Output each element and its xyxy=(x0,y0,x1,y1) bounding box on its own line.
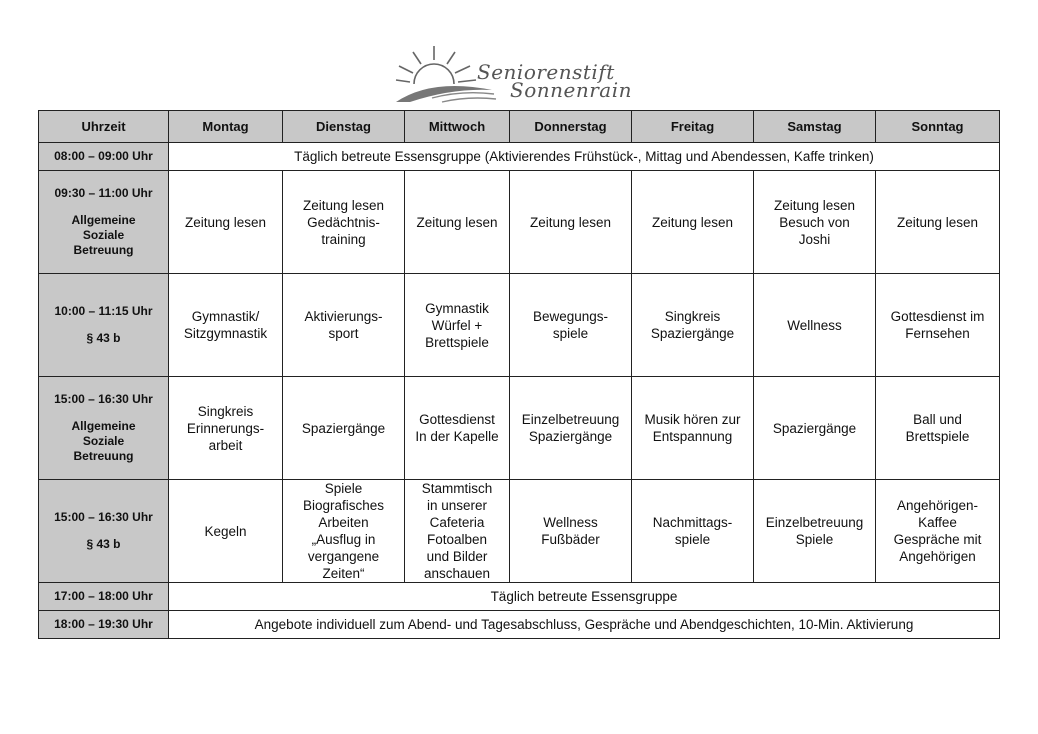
header-thursday: Donnerstag xyxy=(510,111,632,143)
activity-text: Fernsehen xyxy=(905,326,970,341)
activity-text: Besuch von xyxy=(779,214,850,230)
time-cell: 08:00 – 09:00 Uhr xyxy=(39,143,169,171)
activity-text: Gymnastik xyxy=(425,300,489,316)
logo xyxy=(392,44,652,106)
header-sunday: Sonntag xyxy=(876,111,1000,143)
activity-text: Zeiten“ xyxy=(322,566,365,581)
table-row xyxy=(39,480,1000,583)
activity-text: Kegeln xyxy=(204,523,247,539)
activity-text: Fotoalben xyxy=(426,532,488,547)
category-label: Allgemeine xyxy=(71,213,136,227)
table-row xyxy=(39,171,1000,274)
activity-text: Spiele xyxy=(324,481,363,496)
activity-text: In der Kapelle xyxy=(415,429,499,444)
category-label: § 43 b xyxy=(86,537,121,551)
category-label: Allgemeine xyxy=(71,419,136,433)
time-cell xyxy=(39,480,169,583)
activity-text: Einzelbetreuung xyxy=(765,515,864,530)
activity-cell xyxy=(405,377,510,480)
brand-name-line2: Sonnenrain xyxy=(510,78,632,102)
activity-text: Erinnerungs- xyxy=(186,420,265,436)
daily-meal-group-cell: Täglich betreute Essensgruppe (Aktivierendes Frühstück-, Mittag und Abendessen, Kaffe trinken) xyxy=(169,143,1000,171)
activity-text: Nachmittags- xyxy=(652,515,733,530)
activity-text: Cafeteria xyxy=(429,515,485,530)
activity-text: Zeitung lesen xyxy=(184,214,267,230)
category-label: Betreuung xyxy=(73,243,134,257)
time-cell xyxy=(39,377,169,480)
activity-text: Zeitung lesen xyxy=(651,214,734,230)
category-label: Soziale xyxy=(82,434,125,448)
activity-text: Spaziergänge xyxy=(528,429,613,444)
category-label: Betreuung xyxy=(73,449,134,463)
activity-text: Kaffee xyxy=(918,515,957,530)
activity-text: spiele xyxy=(674,532,711,547)
activity-text: Zeitung lesen xyxy=(416,214,498,230)
brand-name-line1: Seniorenstift xyxy=(477,60,615,84)
category-label: Soziale xyxy=(82,228,125,242)
activity-cell xyxy=(876,377,1000,480)
activity-cell xyxy=(510,171,632,274)
activity-cell xyxy=(405,171,510,274)
table-row xyxy=(39,143,1000,171)
time-cell xyxy=(39,274,169,377)
activity-cell xyxy=(510,274,632,377)
activity-cell xyxy=(754,377,876,480)
activity-cell xyxy=(169,274,283,377)
activity-text: vergangene xyxy=(307,549,380,564)
time-cell xyxy=(39,171,169,274)
activity-cell xyxy=(632,480,754,583)
activity-text: anschauen xyxy=(423,566,491,581)
activity-text: Joshi xyxy=(798,231,831,247)
activity-text: Gespräche mit xyxy=(893,532,982,547)
activity-cell xyxy=(169,377,283,480)
activity-text: Wellness xyxy=(787,317,842,333)
activity-text: spiele xyxy=(552,326,589,341)
activity-cell xyxy=(632,274,754,377)
activity-text: Spaziergänge xyxy=(650,326,735,341)
activity-text: arbeit xyxy=(208,437,243,453)
activity-text: und Bilder xyxy=(426,549,488,564)
activity-text: Singkreis xyxy=(664,309,721,324)
activity-text: sport xyxy=(328,326,359,341)
activity-text: Singkreis xyxy=(197,403,254,419)
activity-text: training xyxy=(321,231,366,247)
activity-text: Zeitung lesen xyxy=(773,197,856,213)
activity-cell xyxy=(283,274,405,377)
time-cell: 17:00 – 18:00 Uhr xyxy=(39,583,169,611)
activity-text: Angehörigen- xyxy=(896,498,979,513)
activity-cell xyxy=(876,480,1000,583)
activity-cell xyxy=(754,480,876,583)
table-row xyxy=(39,583,1000,611)
evening-offers-cell: Angebote individuell zum Abend- und Tagesabschluss, Gespräche und Abendgeschichten, 10-Min. Aktivierung xyxy=(169,611,1000,639)
activity-text: Sitzgymnastik xyxy=(183,326,268,341)
activity-text: Musik hören zur xyxy=(644,412,741,427)
header-time: Uhrzeit xyxy=(39,111,169,143)
activity-cell xyxy=(283,377,405,480)
header-wednesday: Mittwoch xyxy=(405,111,510,143)
activity-cell xyxy=(283,171,405,274)
activity-text: in unserer xyxy=(426,498,488,513)
activity-cell xyxy=(169,480,283,583)
activity-text: Zeitung lesen xyxy=(529,214,612,230)
activity-cell xyxy=(510,480,632,583)
activity-cell xyxy=(632,171,754,274)
activity-text: Spaziergänge xyxy=(301,420,386,436)
activity-text: Gymnastik/ xyxy=(191,309,260,324)
activity-text: „Ausflug in xyxy=(311,532,376,547)
activity-cell xyxy=(405,480,510,583)
activity-cell xyxy=(876,171,1000,274)
daily-meal-group-cell: Täglich betreute Essensgruppe xyxy=(169,583,1000,611)
activity-text: Ball und xyxy=(913,412,962,427)
activity-text: Angehörigen xyxy=(899,549,976,564)
activity-text: Fußbäder xyxy=(541,532,600,547)
activity-text: Bewegungs- xyxy=(532,309,609,324)
time-range: 15:00 – 16:30 Uhr xyxy=(54,510,153,524)
table-row xyxy=(39,377,1000,480)
weekly-schedule-table xyxy=(38,110,1000,639)
activity-text: Würfel + xyxy=(431,317,483,333)
category-label: § 43 b xyxy=(86,331,121,345)
activity-text: Brettspiele xyxy=(425,334,489,350)
header-saturday: Samstag xyxy=(754,111,876,143)
activity-cell xyxy=(169,171,283,274)
table-row xyxy=(39,611,1000,639)
header-friday: Freitag xyxy=(632,111,754,143)
time-range: 15:00 – 16:30 Uhr xyxy=(54,392,153,406)
activity-cell xyxy=(754,171,876,274)
activity-text: Entspannung xyxy=(652,429,733,444)
activity-cell xyxy=(283,480,405,583)
activity-cell xyxy=(510,377,632,480)
activity-text: Wellness xyxy=(543,515,598,530)
activity-text: Zeitung lesen xyxy=(896,214,979,230)
activity-text: Gedächtnis- xyxy=(307,214,380,230)
activity-text: Stammtisch xyxy=(421,481,493,496)
header-row xyxy=(39,111,1000,143)
activity-text: Brettspiele xyxy=(905,429,970,444)
activity-text: Aktivierungs- xyxy=(304,309,383,324)
time-range: 09:30 – 11:00 Uhr xyxy=(54,186,153,200)
header-tuesday: Dienstag xyxy=(283,111,405,143)
activity-text: Gottesdienst xyxy=(419,412,495,427)
time-cell: 18:00 – 19:30 Uhr xyxy=(39,611,169,639)
activity-cell xyxy=(405,274,510,377)
time-range: 10:00 – 11:15 Uhr xyxy=(54,304,153,318)
activity-text: Arbeiten xyxy=(318,515,369,530)
activity-cell xyxy=(754,274,876,377)
activity-text: Gottesdienst im xyxy=(890,309,985,324)
activity-text: Einzelbetreuung xyxy=(521,412,620,427)
table-row xyxy=(39,274,1000,377)
header-monday: Montag xyxy=(169,111,283,143)
activity-cell xyxy=(632,377,754,480)
activity-text: Spaziergänge xyxy=(772,420,857,436)
activity-cell xyxy=(876,274,1000,377)
activity-text: Spiele xyxy=(795,532,834,547)
activity-text: Zeitung lesen xyxy=(302,197,385,213)
activity-text: Biografisches xyxy=(302,498,385,513)
